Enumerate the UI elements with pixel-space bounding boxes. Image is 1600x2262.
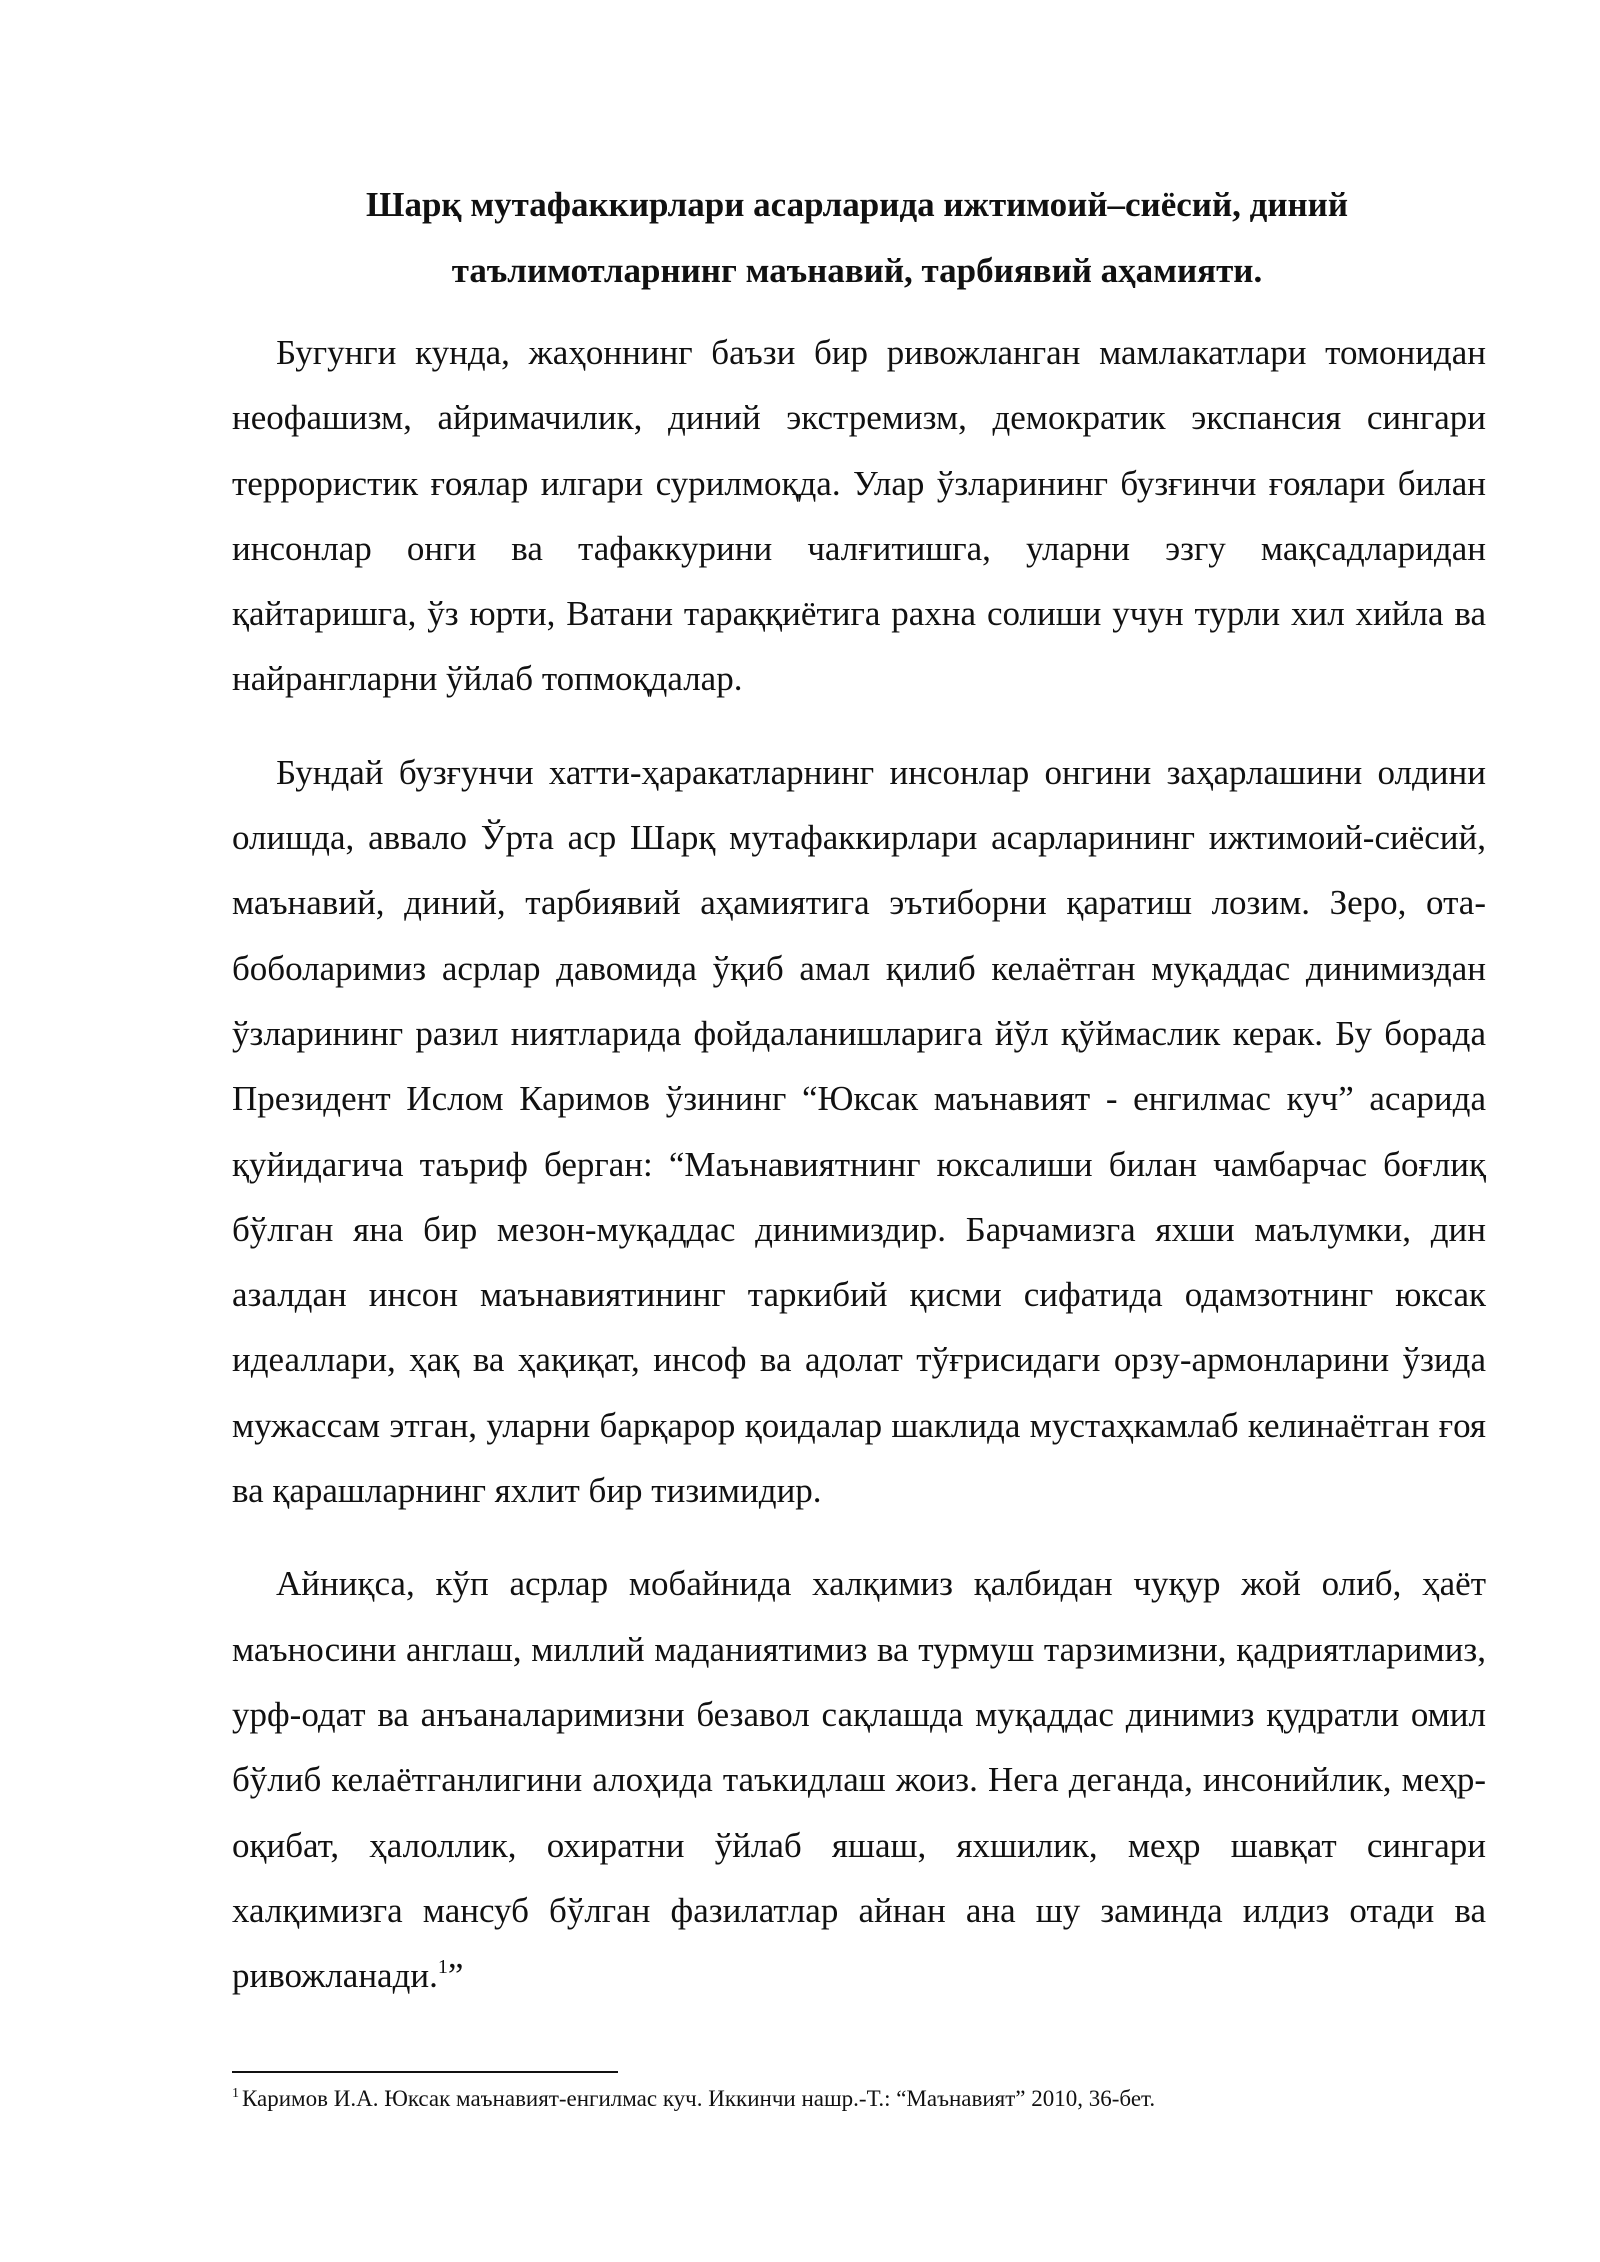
document-title [232,172,1482,304]
footnote-text: Каримов И.А. Юксак маънавият-енгилмас куч. Иккинчи нашр.-Т.: “Маънавият” 2010, 36-бет. [242,2086,1156,2111]
paragraph-3-text: Айниқса, кўп асрлар мобайнида халқимиз қалбидан чуқур жой олиб, ҳаёт маъносини англаш, миллий маданиятимиз ва турмуш тарзимизни, қадриятларимиз, урф-одат ва анъаналаримизни безавол сақлашда муқаддас динимиз қудратли омил бўлиб келаётганлигини алоҳида таъкидлаш жоиз. Нега деганда, инсонийлик, меҳр-оқибат, ҳалоллик, охиратни ўйлаб яшаш, яхшилик, меҳр шавқат сингари халқимизга мансуб бўлган фазилатлар айнан ана шу заминда илдиз отади ва ривожланади. [232,1564,1486,1996]
footnote [232,2084,1486,2114]
footnote-separator [232,2071,618,2073]
closing-quote: ” [447,1956,464,1996]
title-line-2: таълимотларнинг маънавий, тарбиявий аҳамияти. [451,251,1263,290]
paragraph-1: Бугунги кунда, жаҳоннинг баъзи бир ривожланган мамлакатлари томонидан неофашизм, айримачилик, диний экстремизм, демократик экспансия сингари террористик ғоялар илгари сурилмоқда. Улар ўзларининг бузғинчи ғоялари билан инсонлар онги ва тафаккурини чалғитишга, уларни эзгу мақсадларидан қайтаришга, ўз юрти, Ватани тараққиётига рахна солиши учун турли хил хийла ва найрангларни ўйлаб топмоқдалар. [232,333,1486,699]
paragraph-2: Бундай бузғунчи хатти-ҳаракатларнинг инсонлар онгини заҳарлашини олдини олишда, аввало Ўрта аср Шарқ мутафаккирлари асарларининг ижтимоий-сиёсий, маънавий, диний, тарбиявий аҳамиятига эътиборни қаратиш лозим. Зеро, ота-боболаримиз асрлар давомида ўқиб амал қилиб келаётган муқаддас динимиздан ўзларининг разил ниятларида фойдаланишларига йўл қўймаслик керак. Бу борада Президент Ислом Каримов ўзининг “Юксак маънавият - енгилмас куч” асарида қуйидагича таъриф берган: “Маънавиятнинг юксалиши билан чамбарчас боғлиқ бўлган яна бир мезон-муқаддас динимиздир. Барчамизга яхши маълумки, дин азалдан инсон маънавиятининг таркибий қисми сифатида одамзотнинг юксак идеаллари, ҳақ ва ҳақиқат, инсоф ва адолат тўғрисидаги орзу-армонларини ўзида мужассам этган, уларни барқарор қоидалар шаклида мустаҳкамлаб келинаётган ғоя ва қарашларнинг яхлит бир тизимидир. [232,752,1486,1511]
title-line-1: Шарқ мутафаккирлари асарларида ижтимоий–сиёсий, диний [366,185,1348,224]
paragraph-3 [232,1551,1486,2008]
document-body [232,320,1486,2036]
footnote-marker: 1 [232,2086,239,2101]
footnote-reference[interactable]: 1 [437,1956,448,1979]
